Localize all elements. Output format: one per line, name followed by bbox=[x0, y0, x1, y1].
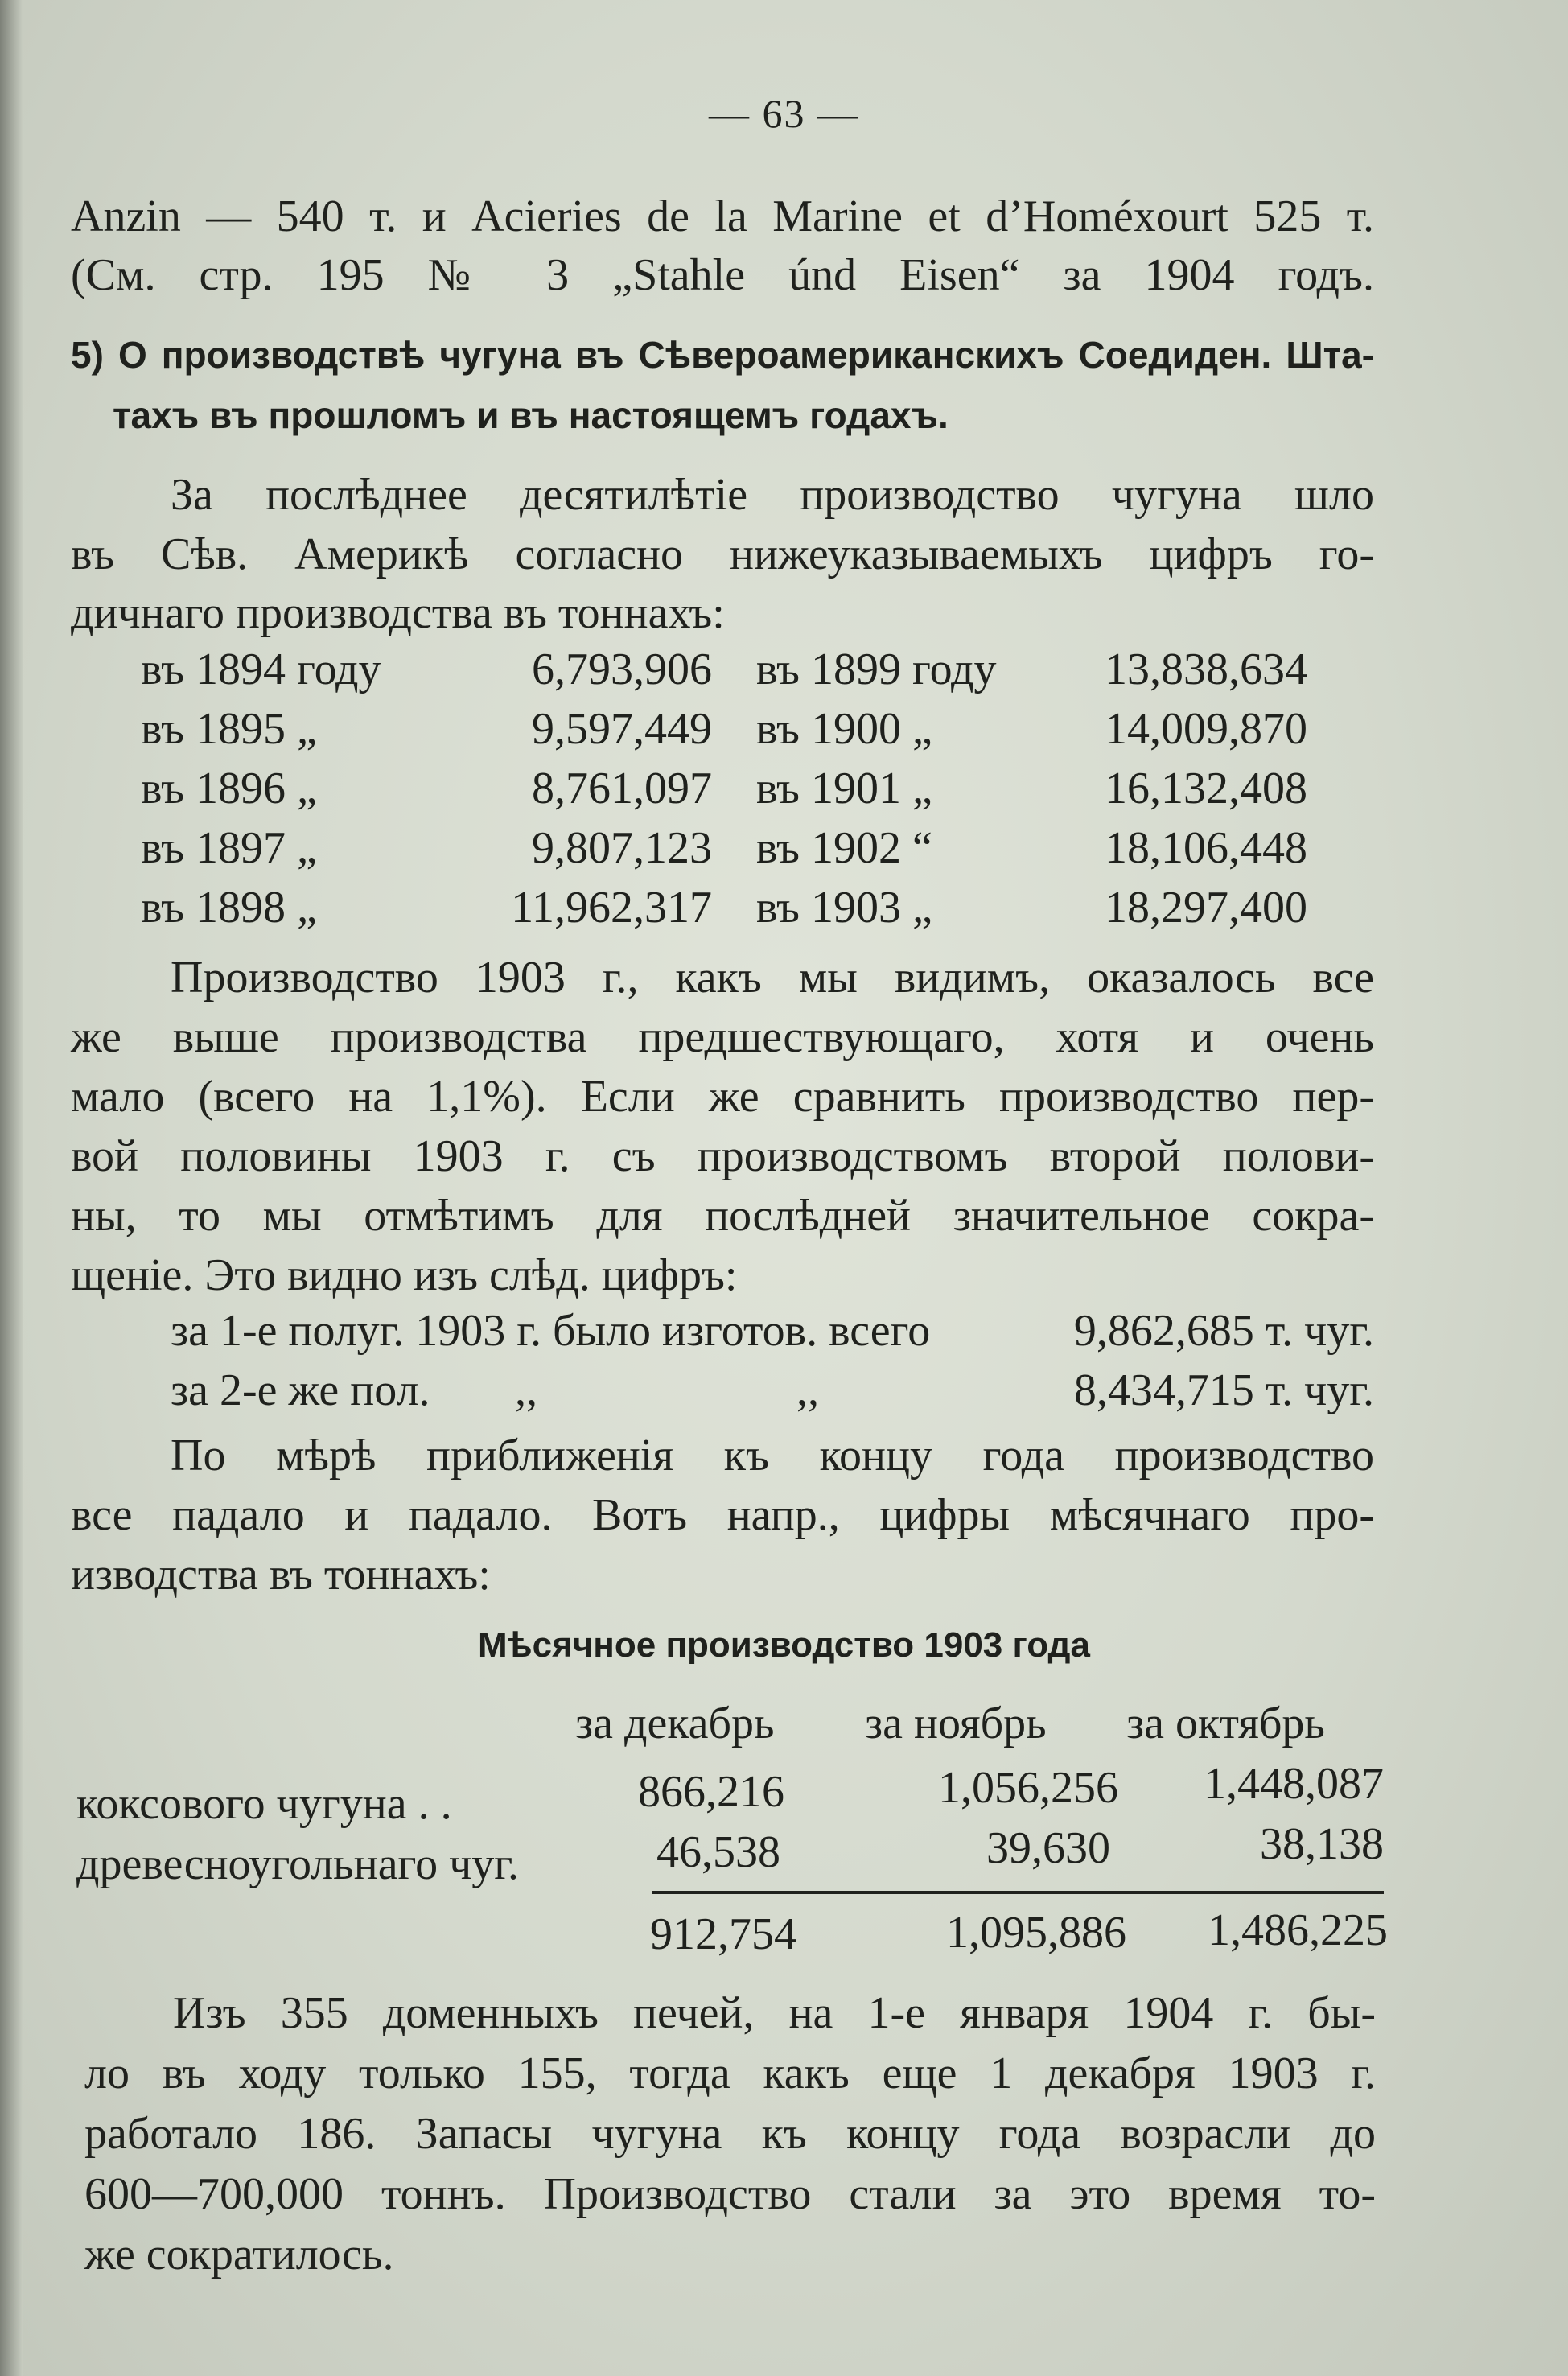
table-cell-value: 39,630 bbox=[986, 1823, 1110, 1873]
paragraph-line: мало (всего на 1,1%). Если же сравнить производство пер- bbox=[71, 1072, 1374, 1122]
intro-line: Anzin — 540 т. и Acieries de la Marine et d’Homéxourt 525 т. bbox=[71, 191, 1374, 241]
paragraph-line: изводства въ тоннахъ: bbox=[71, 1550, 491, 1600]
row-label: коксового чугуна . . bbox=[76, 1779, 452, 1829]
paragraph-line: ло въ ходу только 155, тогда какъ еще 1 декабря 1903 г. bbox=[84, 2049, 1376, 2098]
section-heading-line: 5) О производствѣ чугуна въ Сѣвероамериканскихъ Соедиден. Шта- bbox=[71, 334, 1374, 376]
sum-rule bbox=[652, 1891, 1384, 1894]
half-year-value: 8,434,715 т. чуг. bbox=[1073, 1365, 1374, 1415]
table-cell-value: 1,448,087 bbox=[1204, 1759, 1384, 1809]
paragraph-line: же выше производства предшествующаго, хотя и очень bbox=[71, 1012, 1374, 1062]
table-cell-year: въ 1894 году bbox=[141, 644, 381, 694]
paragraph-line: ны, то мы отмѣтимъ для послѣдней значительное сокра- bbox=[71, 1191, 1374, 1241]
paragraph-line: 600—700,000 тоннъ. Производство стали за это время то- bbox=[84, 2169, 1376, 2219]
table-cell-year: въ 1901 „ bbox=[756, 764, 932, 813]
table-cell-value: 11,962,317 bbox=[511, 883, 712, 933]
paragraph-line: въ Сѣв. Америкѣ согласно нижеуказываемыхъ цифръ го- bbox=[71, 529, 1374, 579]
column-header: за ноябрь bbox=[865, 1699, 1047, 1748]
half-year-label: за 1-е полуг. 1903 г. было изготов. всего bbox=[171, 1306, 931, 1356]
row-label: древесноугольнаго чуг. bbox=[76, 1839, 519, 1889]
table-cell-value: 14,009,870 bbox=[1105, 704, 1307, 754]
column-header: за декабрь bbox=[575, 1699, 775, 1748]
intro-line: (См. стр. 195 № 3 „Stahle únd Eisen“ за 1904 годъ. bbox=[71, 250, 1374, 300]
table-cell-value: 18,297,400 bbox=[1105, 883, 1307, 933]
ditto-mark: ,, bbox=[515, 1365, 537, 1415]
paragraph-line: все падало и падало. Вотъ напр., цифры мѣсячнаго про- bbox=[71, 1490, 1374, 1540]
total-value: 912,754 bbox=[650, 1909, 796, 1959]
paragraph-line: щеніе. Это видно изъ слѣд. цифръ: bbox=[71, 1250, 738, 1300]
section-heading-line: тахъ въ прошломъ и въ настоящемъ годахъ. bbox=[113, 394, 949, 436]
table-cell-year: въ 1898 „ bbox=[141, 883, 317, 933]
table-cell-value: 16,132,408 bbox=[1105, 764, 1307, 813]
half-year-value: 9,862,685 т. чуг. bbox=[1073, 1306, 1374, 1356]
table-caption: Мѣсячное производство 1903 года bbox=[478, 1625, 1090, 1665]
table-cell-year: въ 1899 году bbox=[756, 644, 997, 694]
page-binding-edge bbox=[0, 0, 23, 2376]
half-year-label: за 2-е же пол. bbox=[171, 1365, 430, 1415]
paragraph-line: Производство 1903 г., какъ мы видимъ, оказалось все bbox=[171, 953, 1374, 1003]
table-cell-year: въ 1897 „ bbox=[141, 823, 317, 873]
table-cell-value: 13,838,634 bbox=[1105, 644, 1307, 694]
paragraph-line: работало 186. Запасы чугуна къ концу года возрасли до bbox=[84, 2109, 1376, 2159]
total-value: 1,486,225 bbox=[1208, 1905, 1388, 1955]
table-cell-value: 1,056,256 bbox=[938, 1763, 1118, 1813]
table-cell-value: 38,138 bbox=[1260, 1819, 1384, 1869]
table-cell-year: въ 1896 „ bbox=[141, 764, 317, 813]
table-cell-value: 8,761,097 bbox=[532, 764, 712, 813]
paragraph-line: Изъ 355 доменныхъ печей, на 1-е января 1904 г. бы- bbox=[173, 1988, 1376, 2038]
paragraph-line: За послѣднее десятилѣтіе производство чугуна шло bbox=[171, 470, 1374, 520]
table-cell-value: 6,793,906 bbox=[532, 644, 712, 694]
table-cell-value: 18,106,448 bbox=[1105, 823, 1307, 873]
ditto-mark: ,, bbox=[796, 1365, 819, 1415]
total-value: 1,095,886 bbox=[946, 1908, 1126, 1958]
table-cell-year: въ 1903 „ bbox=[756, 883, 932, 933]
table-cell-value: 9,807,123 bbox=[532, 823, 712, 873]
table-cell-value: 866,216 bbox=[638, 1767, 784, 1817]
paragraph-line: По мѣрѣ приближенія къ концу года производство bbox=[171, 1431, 1374, 1480]
table-cell-year: въ 1895 „ bbox=[141, 704, 317, 754]
paragraph-line: же сократилось. bbox=[84, 2230, 394, 2279]
paragraph-line: вой половины 1903 г. съ производствомъ второй полови- bbox=[71, 1131, 1374, 1181]
column-header: за октябрь bbox=[1126, 1699, 1325, 1748]
table-cell-year: въ 1902 “ bbox=[756, 823, 932, 873]
paragraph-line: дичнаго производства въ тоннахъ: bbox=[71, 588, 725, 638]
table-cell-value: 46,538 bbox=[656, 1827, 780, 1877]
page-number: — 63 — bbox=[709, 91, 859, 136]
table-cell-year: въ 1900 „ bbox=[756, 704, 932, 754]
table-cell-value: 9,597,449 bbox=[532, 704, 712, 754]
